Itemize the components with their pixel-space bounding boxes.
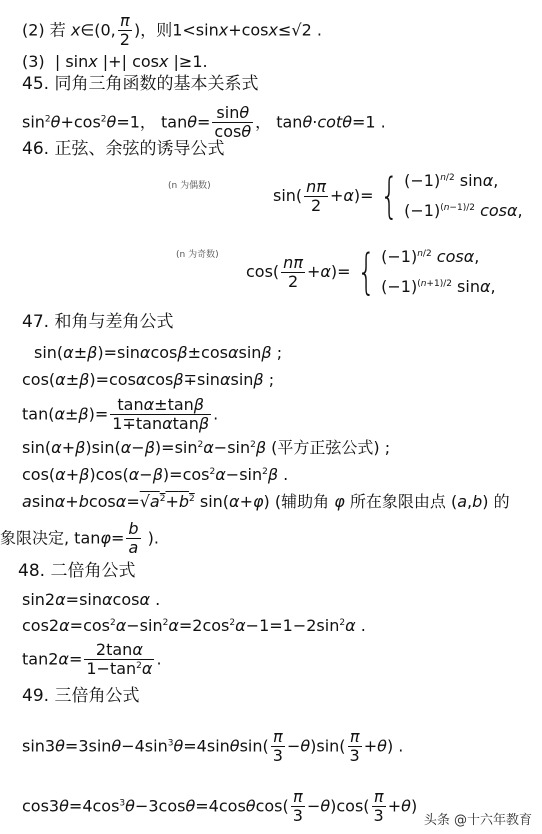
section-46-heading: 46. 正弦、余弦的诱导公式 bbox=[22, 139, 225, 159]
section-47-heading: 47. 和角与差角公式 bbox=[22, 312, 174, 332]
line-3-inequality: (3) | sinx |+| cosx |≥1. bbox=[22, 52, 208, 71]
fraction: $\frac{n\pi}{2}$ bbox=[306, 176, 326, 215]
formula-48-tan: tan2α= $\frac{2\tan\alpha}{1-\tan^2\alpha}$ . bbox=[22, 640, 162, 679]
formula-49-sin: $\sin 3\theta=3\sin\theta-4\sin^3\theta=4\sin\theta\sin$( $\frac{\pi}{3}$ −θ)sin( $\frac{\pi}{3}$ +θ) . bbox=[22, 727, 404, 766]
formula-45: $\sin^2\theta+\cos^2\theta=1$， tanθ= $\frac{\sin\theta}{\cos\theta}$ ， tanθ·cotθ=1 . bbox=[22, 103, 386, 142]
section-45-heading: 45. 同角三角函数的基本关系式 bbox=[22, 74, 259, 94]
formula-47-auxiliary-cont: 象限决定, tanφ= $\frac{b}{a}$ ). bbox=[0, 519, 159, 558]
formula-48-cos: $\cos 2\alpha=\cos^2\alpha-\sin^2\alpha=2\cos^2\alpha-1=1-2\sin^2\alpha$ . bbox=[22, 616, 366, 635]
line-2-inequality: (2) 若 x∈(0, $\frac{\pi}{2}$ )，则1<sinx+cosx≤√2 . bbox=[22, 11, 322, 50]
fraction: $\frac{\pi}{3}$ bbox=[272, 727, 283, 766]
fraction: $\frac{\pi}{3}$ bbox=[373, 787, 384, 826]
formula-47-tan: tan(α±β)= $\frac{\tan\alpha\pm\tan\beta}{1\mp\tan\alpha\tan\beta}$ . bbox=[22, 395, 219, 434]
fraction: $\frac{\pi}{2}$ bbox=[119, 11, 130, 50]
section-49-heading: 49. 三倍角公式 bbox=[22, 686, 140, 706]
n-odd-note: (n 为奇数) bbox=[176, 250, 219, 260]
induction-sin: sin( $\frac{n\pi}{2}$ +α)= { $(-1)^{n/2}$ sinα, $(-1)^{(n-1)/2}$ cosα, bbox=[273, 168, 523, 225]
formula-47-cos: cos(α±β)=cosαcosβ∓sinαsinβ ; bbox=[22, 370, 275, 389]
fraction: $\frac{2\tan\alpha}{1-\tan^2\alpha}$ bbox=[86, 640, 153, 679]
n-even-note: (n 为偶数) bbox=[168, 181, 211, 191]
induction-cos: cos( $\frac{n\pi}{2}$ +α)= { $(-1)^{n/2}$ cosα, $(-1)^{(n+1)/2}$ sinα, bbox=[246, 244, 496, 301]
section-48-heading: 48. 二倍角公式 bbox=[18, 561, 136, 581]
formula-48-sin: sin2α=sinαcosα . bbox=[22, 590, 161, 609]
fraction: $\frac{\pi}{3}$ bbox=[292, 787, 303, 826]
formula-47-auxiliary: $asin\alpha+bcos\alpha=√a^2+b^2$ sin(α+φ) (辅助角 φ 所在象限由点 (a,b) 的 bbox=[22, 492, 510, 511]
left-brace: { bbox=[379, 168, 398, 225]
watermark: 头条 @十六年教育 bbox=[423, 813, 532, 828]
formula-47-sin: sin(α±β)=sinαcosβ±cosαsinβ ; bbox=[34, 343, 283, 362]
fraction: $\frac{\pi}{3}$ bbox=[349, 727, 360, 766]
formula-47-cos-product: $\cos(\alpha+\beta)\cos(\alpha-\beta)=\cos^2\alpha-\sin^2\beta$ . bbox=[22, 465, 289, 484]
formula-47-square-sine: $\sin(\alpha+\beta)\sin(\alpha-\beta)=\sin^2\alpha-\sin^2\beta$ (平方正弦公式) ; bbox=[22, 438, 391, 457]
left-brace: { bbox=[356, 244, 375, 301]
fraction: $\frac{\sin\theta}{\cos\theta}$ bbox=[214, 103, 252, 142]
fraction: $\frac{b}{a}$ bbox=[128, 519, 139, 558]
formula-49-cos: $\cos 3\theta=4\cos^3\theta-3\cos\theta=4\cos\theta\cos$( $\frac{\pi}{3}$ −θ)cos( $\frac{\pi}{3}$ +θ) bbox=[22, 787, 418, 826]
fraction: $\frac{\tan\alpha\pm\tan\beta}{1\mp\tan\alpha\tan\beta}$ bbox=[112, 395, 210, 434]
fraction: $\frac{n\pi}{2}$ bbox=[283, 252, 303, 291]
